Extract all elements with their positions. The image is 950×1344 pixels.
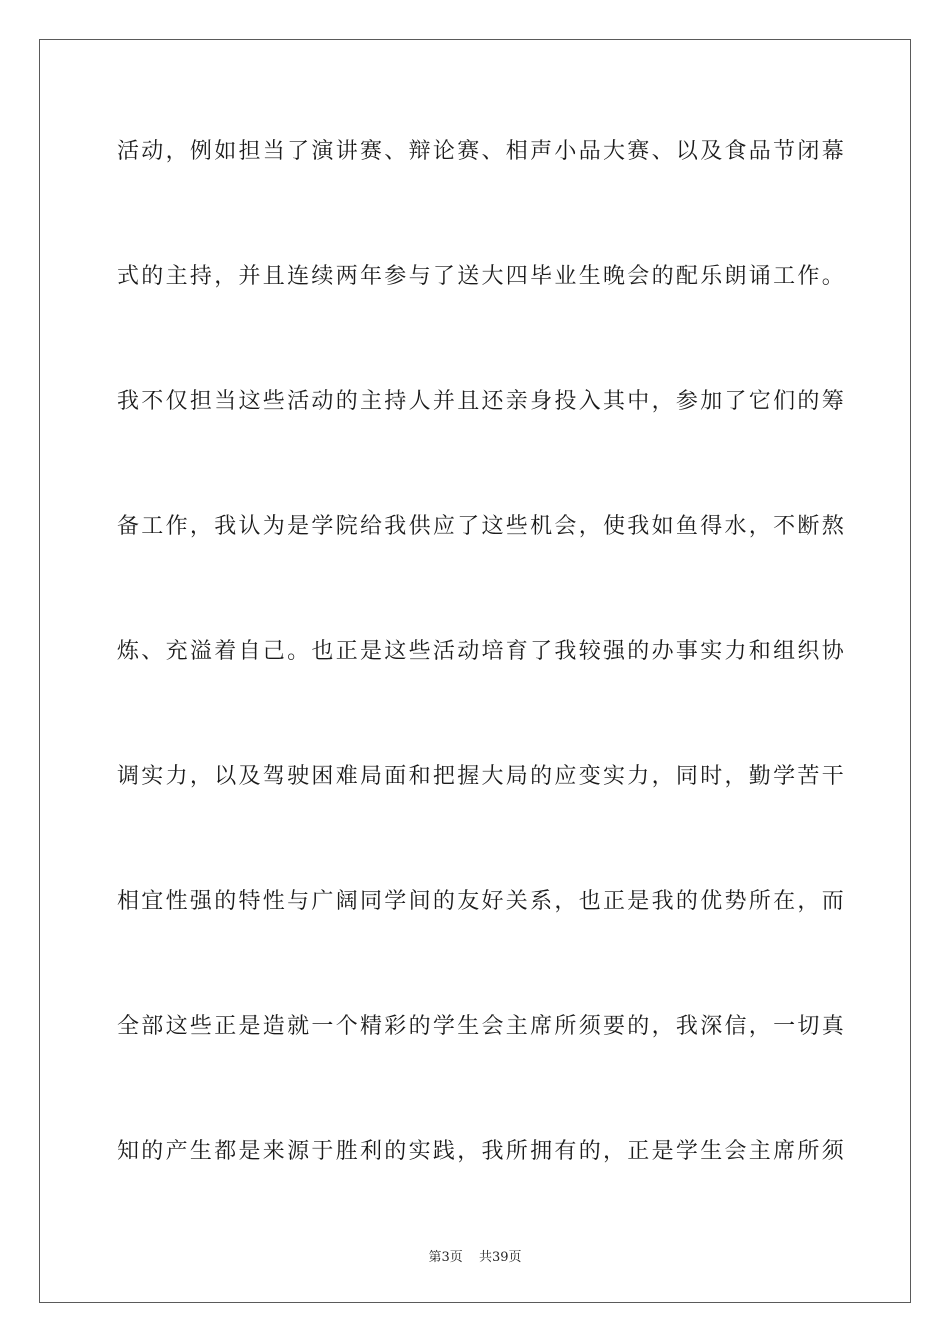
text-line: 炼、充溢着自己。也正是这些活动培育了我较强的办事实力和组织协 [117,639,847,664]
text-line: 知的产生都是来源于胜利的实践，我所拥有的，正是学生会主席所须 [117,1139,847,1164]
page-total: 共39页 [478,1250,522,1265]
document-body [117,132,847,1257]
text-line: 调实力，以及驾驶困难局面和把握大局的应变实力，同时，勤学苦干 [117,764,847,789]
text-line: 全部这些正是造就一个精彩的学生会主席所须要的，我深信，一切真 [117,1014,847,1039]
text-line: 相宜性强的特性与广阔同学间的友好关系，也正是我的优势所在，而 [117,889,847,914]
page-footer [0,1246,950,1265]
text-line: 我不仅担当这些活动的主持人并且还亲身投入其中，参加了它们的筹 [117,389,847,414]
text-line: 活动，例如担当了演讲赛、辩论赛、相声小品大赛、以及食品节闭幕 [117,139,847,164]
text-line: 式的主持，并且连续两年参与了送大四毕业生晚会的配乐朗诵工作。 [117,264,847,289]
page-number: 第3页 [428,1250,463,1265]
text-line: 备工作，我认为是学院给我供应了这些机会，使我如鱼得水，不断熬 [117,514,847,539]
